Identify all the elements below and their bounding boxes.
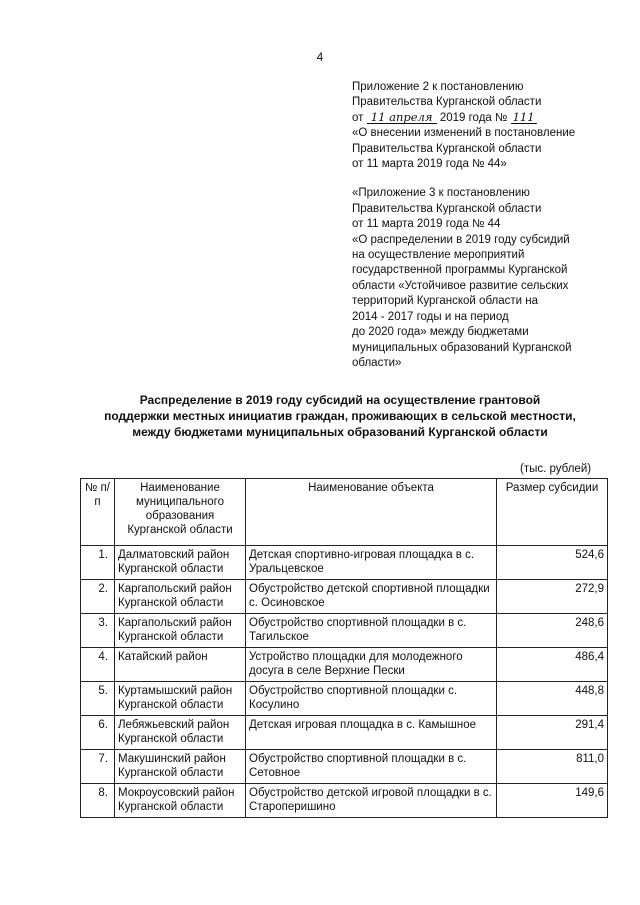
appendix-block-2 (352, 186, 622, 371)
cell-sum: 248,6 (497, 614, 608, 648)
appendix-line: Правительства Курганской области (352, 202, 542, 215)
appendix-year: 2019 года № (439, 111, 508, 124)
subsidy-table (80, 478, 608, 818)
table-row (81, 648, 608, 682)
cell-num: 7. (81, 750, 115, 784)
header-num: № п/п (81, 479, 115, 546)
title-line: между бюджетами муниципальных образований Курганской области (132, 425, 548, 439)
cell-object: Детская игровая площадка в с. Камышное (246, 716, 497, 750)
table-row (81, 682, 608, 716)
cell-num: 8. (81, 784, 115, 818)
table-row (81, 580, 608, 614)
title-line: Распределение в 2019 году субсидий на осуществление грантовой (139, 393, 541, 407)
appendix-line: Приложение 2 к постановлению (352, 81, 524, 93)
table-row (81, 546, 608, 580)
cell-num: 1. (81, 546, 115, 580)
page-number: 4 (316, 50, 324, 64)
cell-num: 2. (81, 580, 115, 614)
cell-sum: 811,0 (497, 750, 608, 784)
cell-sum: 524,6 (497, 546, 608, 580)
header-district: Наименование муниципального образования Курганской области (115, 479, 246, 546)
appendix-line: на осуществление мероприятий (352, 249, 525, 262)
cell-district: Лебяжьевский район Курганской области (115, 716, 246, 750)
cell-num: 3. (81, 614, 115, 648)
cell-num: 6. (81, 716, 115, 750)
cell-district: Куртамышский район Курганской области (115, 682, 246, 716)
appendix-line: «О внесении изменений в постановление (352, 127, 576, 140)
appendix-from: от (352, 111, 364, 124)
appendix-line: Правительства Курганской области (352, 142, 542, 155)
cell-district: Каргапольский район Курганской области (115, 580, 246, 614)
table-row (81, 614, 608, 648)
appendix-line: 2014 - 2017 годы и на период (352, 310, 509, 323)
appendix-line: государственной программы Курганской (352, 264, 568, 277)
cell-district: Макушинский район Курганской области (115, 750, 246, 784)
cell-sum: 448,8 (497, 682, 608, 716)
appendix-line-date (352, 111, 622, 126)
cell-sum: 291,4 (497, 716, 608, 750)
appendix-line: «О распределении в 2019 году субсидий (352, 233, 570, 246)
appendix-line: области «Устойчивое развитие сельских (352, 279, 569, 292)
document-title (60, 392, 620, 440)
cell-district: Катайский район (115, 648, 246, 682)
cell-object: Обустройство спортивной площадки с. Косулино (246, 682, 497, 716)
unit-label: (тыс. рублей) (520, 463, 592, 475)
cell-district: Мокроусовский район Курганской области (115, 784, 246, 818)
appendix-line: Правительства Курганской области (352, 96, 542, 109)
header-object: Наименование объекта (246, 479, 497, 546)
appendix-line: от 11 марта 2019 года № 44 (352, 218, 501, 231)
cell-object: Обустройство спортивной площадки в с. Тагильское (246, 614, 497, 648)
cell-num: 5. (81, 682, 115, 716)
table-row (81, 750, 608, 784)
appendix-line: «Приложение 3 к постановлению (352, 187, 530, 200)
appendix-header (352, 80, 622, 371)
appendix-line: территорий Курганской области на (352, 295, 539, 308)
cell-sum: 272,9 (497, 580, 608, 614)
appendix-line: до 2020 года» между бюджетами (352, 326, 529, 339)
appendix-line: от 11 марта 2019 года № 44» (352, 158, 507, 171)
cell-sum: 149,6 (497, 784, 608, 818)
cell-sum: 486,4 (497, 648, 608, 682)
cell-object: Обустройство спортивной площадки в с. Сетовное (246, 750, 497, 784)
handwritten-number: 111 (511, 111, 537, 124)
header-sum: Размер субсидии (497, 479, 608, 546)
table-row (81, 784, 608, 818)
table-row (81, 716, 608, 750)
appendix-line: муниципальных образований Курганской (352, 341, 572, 354)
cell-object: Обустройство детской игровой площадки в с. Староперишино (246, 784, 497, 818)
cell-object: Обустройство детской спортивной площадки с. Осиновское (246, 580, 497, 614)
cell-district: Далматовский район Курганской области (115, 546, 246, 580)
appendix-line: области» (352, 356, 402, 369)
cell-num: 4. (81, 648, 115, 682)
cell-object: Устройство площадки для молодежного досуга в селе Верхние Пески (246, 648, 497, 682)
table-header-row (81, 479, 608, 546)
cell-district: Каргапольский район Курганской области (115, 614, 246, 648)
title-line: поддержки местных инициатив граждан, проживающих в сельской местности, (104, 409, 576, 423)
handwritten-date: 11 апреля (367, 111, 437, 124)
cell-object: Детская спортивно-игровая площадка в с. Уральцевское (246, 546, 497, 580)
